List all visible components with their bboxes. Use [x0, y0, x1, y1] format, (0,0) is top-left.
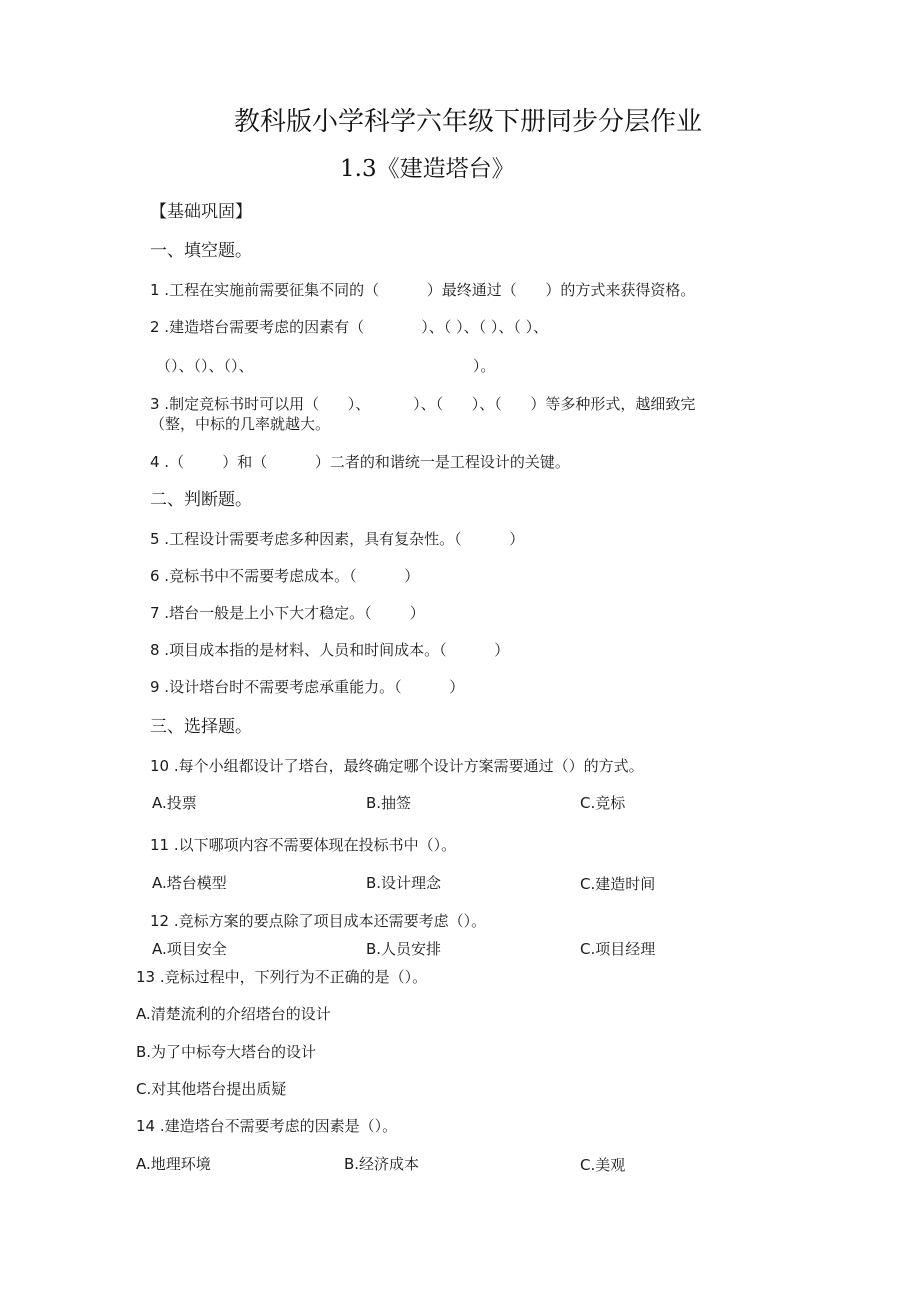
question-11-option-c: C.建造时间 — [580, 875, 656, 893]
question-9: 9 .设计塔台时不需要考虑承重能力。（ ） — [150, 678, 465, 696]
question-12: 12 .竞标方案的要点除了项目成本还需要考虑（）。 — [150, 912, 487, 930]
question-11: 11 .以下哪项内容不需要体现在投标书中（）。 — [150, 836, 457, 854]
question-2-line-2: （）、（）、（）、 ）。 — [156, 357, 496, 375]
question-2-line-1: 2 .建造塔台需要考虑的因素有（ ）、（ ）、（ ）、（ ）、 — [150, 318, 549, 336]
question-13-option-c: C.对其他塔台提出质疑 — [136, 1080, 287, 1098]
question-3-line-2: （整，中标的几率就越大。 — [150, 415, 331, 433]
document-title: 教科版小学科学六年级下册同步分层作业 — [234, 107, 703, 137]
question-4: 4 .（ ）和（ ）二者的和谐统一是工程设计的关键。 — [150, 453, 570, 471]
question-8: 8 .项目成本指的是材料、人员和时间成本。（ ） — [150, 641, 510, 659]
question-1: 1 .工程在实施前需要征集不同的（ ）最终通过（ ）的方式来获得资格。 — [150, 281, 696, 299]
question-14: 14 .建造塔台不需要考虑的因素是（）。 — [136, 1117, 398, 1135]
question-14-option-a: A.地理环境 — [136, 1155, 211, 1173]
question-5: 5 .工程设计需要考虑多种因素，具有复杂性。（ ） — [150, 530, 525, 548]
lesson-subtitle: 1.3《建造塔台》 — [340, 156, 515, 182]
fill-blank-heading: 一、填空题。 — [150, 241, 252, 261]
question-10-option-c: C.竞标 — [580, 794, 626, 812]
question-13-option-b: B.为了中标夸大塔台的设计 — [136, 1043, 317, 1061]
question-12-option-c: C.项目经理 — [580, 940, 656, 958]
section-label: 【基础巩固】 — [150, 202, 252, 222]
question-10: 10 .每个小组都设计了塔台，最终确定哪个设计方案需要通过（）的方式。 — [150, 757, 644, 775]
question-14-option-b: B.经济成本 — [344, 1155, 420, 1173]
question-13: 13 .竞标过程中，下列行为不正确的是（）。 — [136, 968, 428, 986]
question-10-option-a: A.投票 — [152, 794, 197, 812]
question-3-line-1: 3 .制定竞标书时可以用（ ）、 ）、（ ）、（ ）等多种形式，越细致完 — [150, 395, 696, 413]
question-13-option-a: A.清楚流利的介绍塔台的设计 — [136, 1005, 331, 1023]
question-6: 6 .竞标书中不需要考虑成本。（ ） — [150, 567, 420, 585]
question-12-option-b: B.人员安排 — [366, 940, 442, 958]
question-10-option-b: B.抽签 — [366, 794, 412, 812]
question-14-option-c: C.美观 — [580, 1156, 626, 1174]
true-false-heading: 二、判断题。 — [150, 490, 252, 510]
question-11-option-b: B.设计理念 — [366, 874, 442, 892]
question-7: 7 .塔台一般是上小下大才稳定。（ ） — [150, 604, 425, 622]
question-12-option-a: A.项目安全 — [152, 940, 227, 958]
choice-heading: 三、选择题。 — [150, 717, 252, 737]
question-11-option-a: A.塔台模型 — [152, 874, 227, 892]
